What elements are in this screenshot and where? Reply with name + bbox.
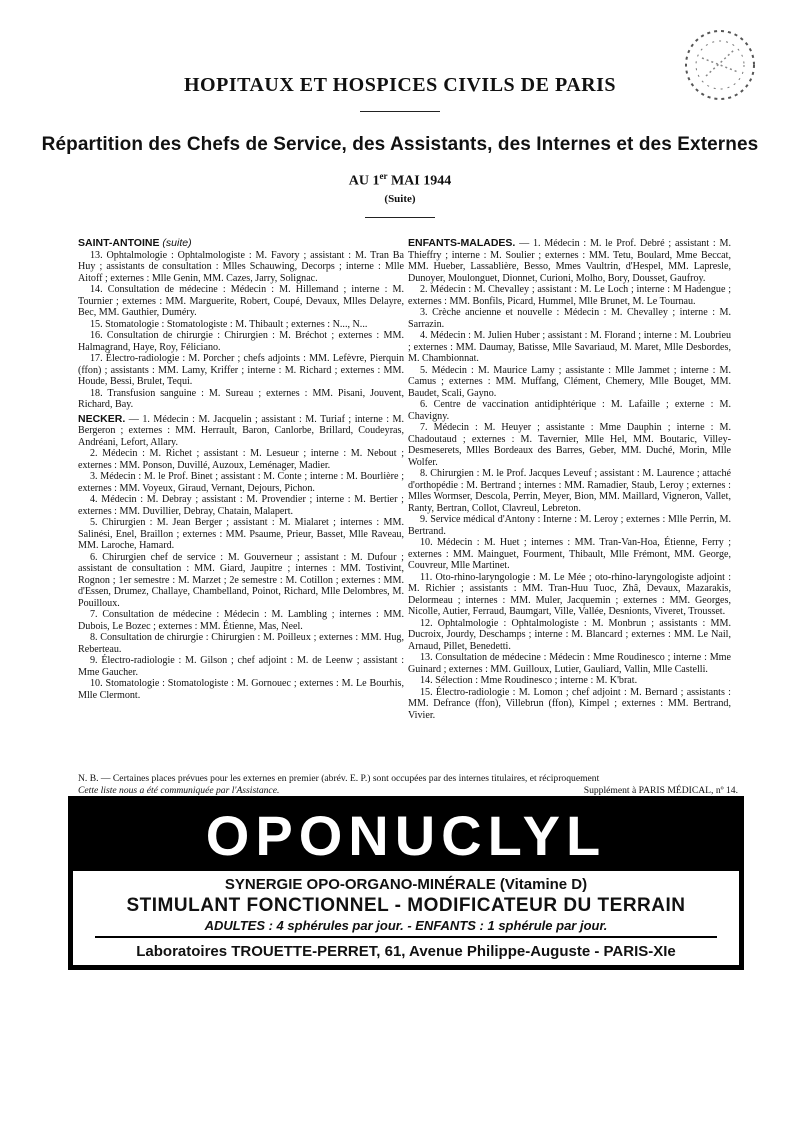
entry: 18. Transfusion sanguine : M. Sureau ; externes : MM. Pisani, Jouvent, Richard, Bay.: [78, 387, 404, 410]
entry: 3. Crèche ancienne et nouvelle : Médecin : M. Chevalley ; interne : M. Sarrazin.: [408, 307, 731, 330]
entry: 13. Ophtalmologie : Ophtalmologiste : M. Favory ; assistant : M. Tran Ba Huy ; assistants de consultation : Mlles Schauwing, Decorps ; interne : Mlle Aitoff ; externes : Mlle Genin, MM. Cazes, Jarry, Solignac.: [78, 249, 404, 284]
ad-line-3: ADULTES : 4 sphérules par jour. - ENFANTS : 1 sphérule par jour.: [204, 918, 608, 933]
page-title: HOPITAUX ET HOSPICES CIVILS DE PARIS: [184, 74, 616, 96]
ad-line-4: Laboratoires TROUETTE-PERRET, 61, Avenue Philippe-Auguste - PARIS-XIe: [136, 943, 676, 960]
library-stamp: [680, 0, 760, 130]
divider: [360, 111, 440, 112]
date-sup-text: 1: [368, 173, 380, 189]
left-column: [78, 238, 404, 701]
right-column: [408, 238, 731, 721]
divider: [365, 217, 435, 218]
section-heading: [78, 414, 404, 449]
entry: 13. Consultation de médecine : Médecin : Mme Roudinesco ; interne : Mme Guinard ; externes : MM. Guilloux, Lutier, Gauliard, Vallin, Mlle Castelli.: [408, 652, 731, 675]
suite-label: (Suite): [384, 193, 416, 205]
entry: — 1. Médecin : M. Jacquelin ; assistant : M. Turiaf ; interne : M. Bergeron ; externes : MM. Herrault, Baron, Canlorbe, Brillard, Coudeyras, Andréani, Lefort, Allary.: [78, 413, 404, 448]
footnote-line: N. B. — Certaines places prévues pour les externes en premier (abrév. E. P.) sont occupées par des internes titulaires, et réciproquement: [78, 773, 600, 784]
section-heading: [78, 238, 404, 250]
entry: 15. Électro-radiologie : M. Lomon ; chef adjoint : M. Bernard ; assistants : MM. Defrance (ffon), Villebrun (ffon), Kimpel ; externes : MM. Bertrand, Vivier.: [408, 686, 731, 721]
ad-divider: [95, 936, 717, 938]
entry: 2. Médecin : M. Chevalley ; assistant : M. Le Loch ; interne : M Hadengue ; externes : MM. Bonfils, Picard, Hummel, Mlle Brunet, M. Le Tournau.: [408, 284, 731, 307]
date-sup: er: [379, 171, 388, 181]
date-text: MAI 1944: [390, 173, 452, 189]
entry: 5. Chirurgien : M. Jean Berger ; assistant : M. Mialaret ; internes : MM. Salinési, Enel, Braillon ; externes : MM. Psaume, Prieur, Basset, Mlle Raveau, MM. Laroche, Hamard.: [78, 517, 404, 551]
source-note: Cette liste nous a été communiquée par l'Assistance.: [78, 785, 280, 796]
heading-saint-antoine: SAINT-ANTOINE: [78, 237, 160, 249]
footnote: [78, 773, 738, 797]
section-heading: [408, 238, 731, 284]
entry: 3. Médecin : M. le Prof. Binet ; assistant : M. Conte ; interne : M. Bourlière ; externes : MM. Voyeux, Giraud, Vernant, Dejours, Pichon.: [78, 471, 404, 494]
entry: 7. Consultation de médecine : Médecin : M. Lambling ; internes : MM. Dubois, Le Bozec ; externes : MM. Étienne, Mas, Neel.: [78, 609, 404, 632]
heading-suite: (suite): [162, 237, 192, 249]
date-prefix: AU: [348, 173, 369, 189]
entry: 6. Centre de vaccination antidiphtérique : M. Lafaille ; externe : M. Chavigny.: [408, 399, 731, 422]
entry: 8. Consultation de chirurgie : Chirurgien : M. Poilleux ; externes : MM. Hug, Reberteau.: [78, 632, 404, 655]
entry: 12. Ophtalmologie : Ophtalmologiste : M. Monbrun ; assistants : MM. Ducroix, Jourdy, Deschamps ; interne : M. Blancard ; externes : MM. Le Nail, Arnaud, Pillet, Benedetti.: [408, 617, 731, 652]
entry: 9. Service médical d'Antony : Interne : M. Leroy ; externes : Mlle Perrin, M. Bertrand.: [408, 514, 731, 537]
entry: 4. Médecin : M. Julien Huber ; assistant : M. Florand ; interne : M. Loubrieu ; externes : MM. Daumay, Batisse, Mlle Savariaud, M. Maret, Mlle Desbordes, M. Chambionnat.: [408, 330, 731, 364]
entry: 10. Stomatologie : Stomatologiste : M. Gornouec ; externes : M. Le Bourhis, Mlle Clermont.: [78, 678, 404, 701]
entry: 2. Médecin : M. Richet ; assistant : M. Lesueur ; interne : M. Nebout ; externes : MM. Ponson, Duvillé, Auzoux, Leménager, Madier.: [78, 448, 404, 471]
entry: 9. Électro-radiologie : M. Gilson ; chef adjoint : M. de Leenw ; assistant : Mme Gaucher.: [78, 655, 404, 678]
entry: 5. Médecin : M. Maurice Lamy ; assistante : Mlle Jammet ; interne : M. Camus ; externes : MM. Muffang, Clément, Chemery, Mlle Bouget, MM. Baudet, Scali, Gayno.: [408, 364, 731, 399]
page-subtitle: Répartition des Chefs de Service, des Assistants, des Internes et des Externes: [41, 134, 759, 155]
ad-line-2: STIMULANT FONCTIONNEL - MODIFICATEUR DU TERRAIN: [126, 895, 686, 916]
entry: 8. Chirurgien : M. le Prof. Jacques Leveuf ; assistant : M. Laurence ; attaché d'orthopédie : M. Bertrand ; internes : MM. Ramadier, Staub, Leroy ; externes : Mlles Wormser, Descola, Perrin, Meyer, Bion, MM. Maillard, Vigneron, Vallet, Ranty, Bertran, Collot, Clavreul, Lebreton.: [408, 468, 731, 514]
heading-enfants-malades: ENFANTS-MALADES.: [408, 237, 516, 249]
heading-necker: NECKER.: [78, 412, 126, 425]
entry: 7. Médecin : M. Heuyer ; assistante : Mme Dauphin ; interne : M. Chadoutaud ; externes : M. Tavernier, Mlle Hel, MM. Boutaric, Villey-Desmeserets, Mlles Bordeaux des Barres, Geber, MM. Duché, Morin, Mlle Wolfer.: [408, 422, 731, 468]
advertisement: [68, 796, 744, 970]
entry: 6. Chirurgien chef de service : M. Gouverneur ; assistant : M. Dufour ; assistant de consultation : MM. Giard, Jaupitre ; internes : MM. Tostivint, Rognon ; 1er semestre : M. Marzet ; 2e semestre : M. Cotillon ; externes : MM. d'Essen, Drumez, Challaye, Chambelland, Poinot, Richard, Mlle Delombres, M. Pouilloux.: [78, 551, 404, 609]
entry: 10. Médecin : M. Huet ; internes : MM. Tran-Van-Hoa, Étienne, Ferry ; externes : MM. Mainguet, Fourment, Thibault, Mlle Frémont, MM. George, Couvreur, Mlle Martinet.: [408, 537, 731, 571]
supplement-note: Supplément à PARIS MÉDICAL, nº 14.: [583, 785, 738, 796]
entry: 16. Consultation de chirurgie : Chirurgien : M. Bréchot ; externes : MM. Halmagrand, Haye, Roy, Féliciano.: [78, 330, 404, 353]
date-line: [0, 171, 800, 190]
entry: 4. Médecin : M. Debray ; assistant : M. Provendier ; interne : M. Bertier ; externes : MM. Duvillier, Debray, Chatain, Malapert.: [78, 494, 404, 517]
entry: 15. Stomatologie : Stomatologiste : M. Thibault ; externes : N..., N...: [90, 318, 368, 330]
entry: 17. Électro-radiologie : M. Porcher ; chefs adjoints : MM. Lefèvre, Pierquin (ffon) ; assistants : MM. Lamy, Kriffer ; interne : M. Richard ; externes : MM. Houde, Bessi, Brulet, Tequi.: [78, 353, 404, 387]
ad-line-1: SYNERGIE OPO-ORGANO-MINÉRALE (Vitamine D): [224, 876, 588, 893]
entry: — 1. Médecin : M. le Prof. Debré ; assistant : M. Thieffry ; interne : M. Soulier ; externes : MM. Tetu, Boulard, Mme Beccat, MM. Hueber, Lassablière, Besso, Mmes Vaultrin, d'Hespel, MM. Lapresle, Dunoyer, Moulonguet, Dionnet, Curioni, Molho, Bory, Dousset, Gaufroy.: [408, 238, 731, 284]
entry: 14. Sélection : Mme Roudinesco ; interne : M. K'brat.: [420, 675, 638, 686]
entry: 14. Consultation de médecine : Médecin : M. Hillemand ; interne : M. Tournier ; externes : MM. Marguerite, Robert, Coupé, Devaux, Mlles Delayre, Bec, MM. Gauthier, Duméry.: [78, 284, 404, 318]
entry: 11. Oto-rhino-laryngologie : M. Le Mée ; oto-rhino-laryngologiste adjoint : M. Richier ; assistants : MM. Tran-Huu Tuoc, Zhâ, Devaux, Mazarakis, Delormeau ; internes : MM. Muler, Jacquemin ; externes : MM. Georges, Nicolle, Autier, Ferraud, Baumgart, Ville, Vallée, Desnionts, Viveret, Trousset.: [408, 571, 731, 617]
ad-brand: OPONUCLYL: [73, 801, 739, 871]
